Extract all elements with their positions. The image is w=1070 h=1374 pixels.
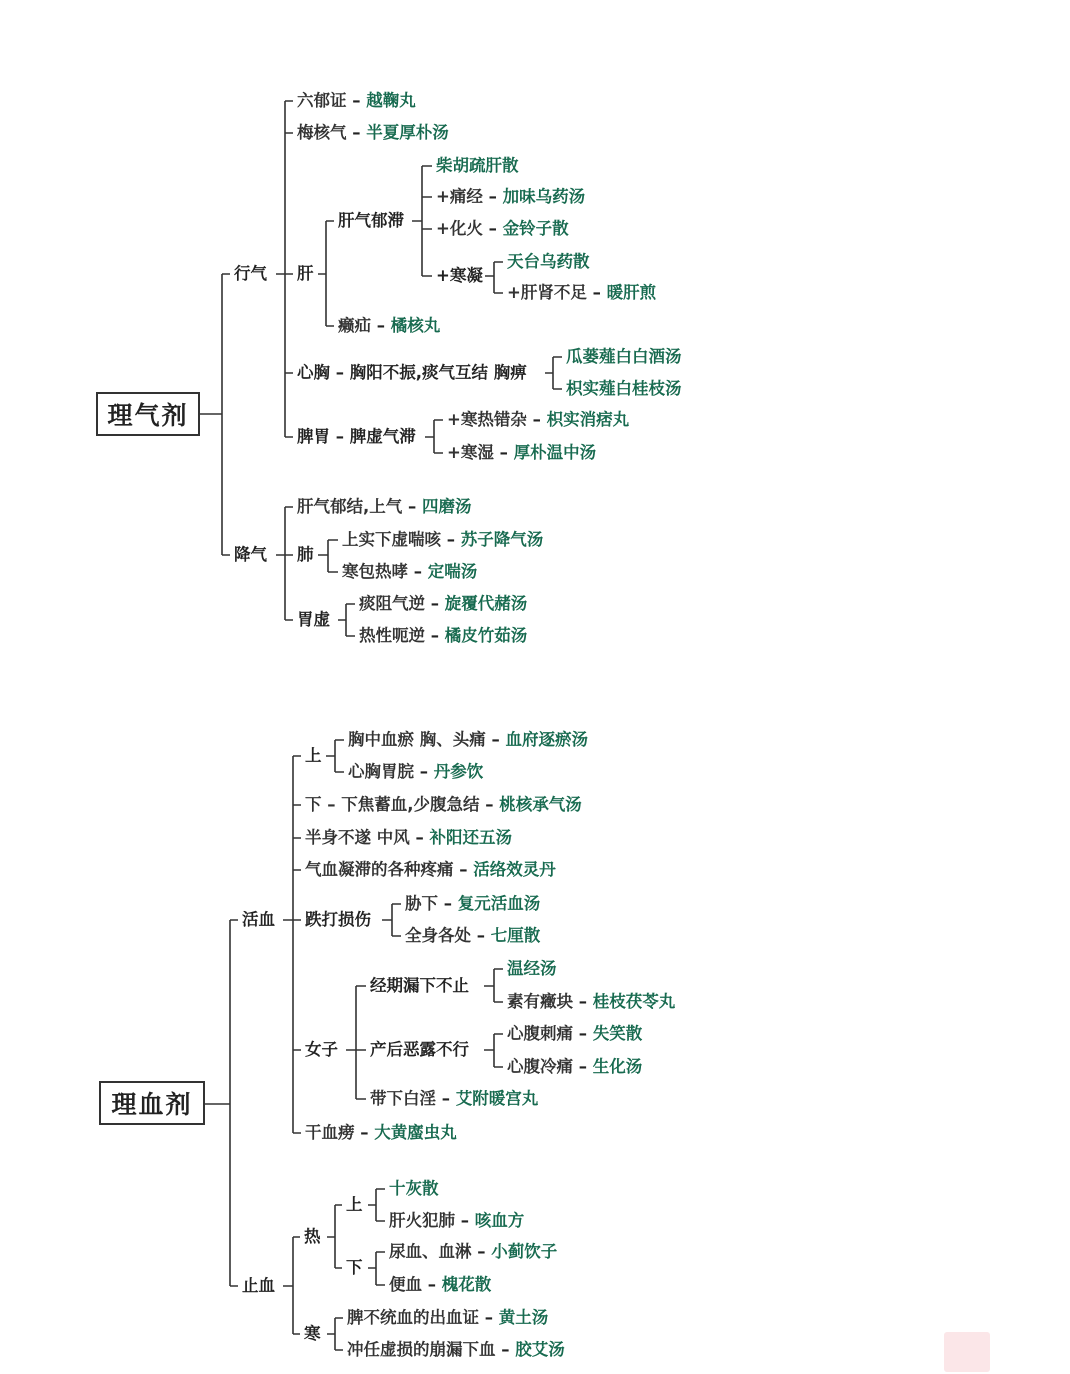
node-ganshen: +肝肾不足 – 暖肝煎 (507, 283, 657, 302)
node-chongren: 冲任虚损的崩漏下血 – 胶艾汤 (347, 1340, 565, 1359)
formula: 半夏厚朴汤 (366, 123, 449, 142)
node-shang: 上 (305, 746, 322, 765)
node-hanning: +寒凝 (436, 266, 483, 285)
formula-gualou: 瓜蒌薤白白酒汤 (566, 347, 682, 366)
node-ganqiyujie: 肝气郁结,上气 – 四磨汤 (297, 497, 472, 516)
formula: 小蓟饮子 (491, 1242, 558, 1261)
node-huahuo: +化火 – 金铃子散 (436, 219, 569, 238)
formula: 苏子降气汤 (460, 530, 544, 549)
node-meihe: 梅核气 – 半夏厚朴汤 (297, 123, 449, 142)
node-tongjing: +痛经 – 加味乌药汤 (436, 187, 586, 206)
node-han: 寒 (304, 1324, 321, 1343)
node-niaoxue: 尿血、血淋 – 小蓟饮子 (389, 1242, 558, 1261)
node-chanhou: 产后恶露不行 (370, 1040, 469, 1059)
node-xinxiong-weiwan: 心胸胃脘 – 丹参饮 (348, 762, 484, 781)
node-xinfuci: 心腹刺痛 – 失笑散 (507, 1024, 643, 1043)
formula-tiantai: 天台乌药散 (507, 252, 590, 271)
formula: 暖肝煎 (606, 283, 657, 302)
node-dieda: 跌打损伤 (305, 910, 371, 929)
node-ganqi: 肝气郁滞 (338, 211, 404, 230)
node-liuyu: 六郁证 – 越鞠丸 (297, 91, 416, 110)
formula: 桂枝茯苓丸 (592, 992, 676, 1011)
formula-shihui: 十灰散 (389, 1179, 439, 1198)
node-jingqi: 经期漏下不止 (370, 976, 469, 995)
node-xingqi: 行气 (234, 264, 267, 283)
node-quanshen: 全身各处 – 七厘散 (405, 926, 541, 945)
formula: 加味乌药汤 (502, 187, 586, 206)
node-tanzu: 痰阻气逆 – 旋覆代赭汤 (359, 594, 528, 613)
formula: 定喘汤 (427, 562, 478, 581)
formula: 失笑散 (592, 1024, 643, 1043)
formula: 槐花散 (441, 1275, 492, 1294)
formula: 橘皮竹茹汤 (444, 626, 528, 645)
node-shanjia: 癞疝 – 橘核丸 (338, 316, 441, 335)
formula: 咳血方 (474, 1211, 525, 1230)
formula: 大黄䗪虫丸 (374, 1123, 457, 1142)
formula-zhishi: 枳实薤白桂枝汤 (566, 379, 682, 398)
node-hanshi: +寒湿 – 厚朴温中汤 (447, 443, 597, 462)
formula: 丹参饮 (433, 762, 484, 781)
node-fei: 肺 (297, 545, 314, 564)
formula: 金铃子散 (502, 219, 569, 238)
node-hanbao: 寒包热哮 – 定喘汤 (342, 562, 478, 581)
formula: 橘核丸 (390, 316, 441, 335)
node-hanre: +寒热错杂 – 枳实消痞丸 (447, 410, 630, 429)
node-daixia: 带下白淫 – 艾附暖宫丸 (370, 1089, 539, 1108)
formula: 枳实消痞丸 (546, 410, 630, 429)
node-xiongzhong: 胸中血瘀 胸、头痛 – 血府逐瘀汤 (348, 730, 588, 749)
node-zhixue: 止血 (242, 1276, 275, 1295)
node-xiexia: 胁下 – 复元活血汤 (405, 894, 541, 913)
formula: 胶艾汤 (515, 1340, 565, 1359)
node-weixu: 胃虚 (297, 610, 330, 629)
node-gan: 肝 (297, 264, 314, 283)
node-xinfuleng: 心腹冷痛 – 生化汤 (507, 1057, 643, 1076)
node-jiangqi: 降气 (234, 545, 267, 564)
node-nvzi: 女子 (305, 1040, 338, 1059)
formula: 桃核承气汤 (499, 795, 582, 814)
formula: 补阳还五汤 (429, 828, 512, 847)
node-banshen: 半身不遂 中风 – 补阳还五汤 (305, 828, 512, 847)
formula: 艾附暖宫丸 (455, 1089, 539, 1108)
node-suyou: 素有癥块 – 桂枝茯苓丸 (507, 992, 676, 1011)
node-huoxue: 活血 (242, 910, 275, 929)
corner-watermark (944, 1332, 990, 1372)
node-re: 热 (304, 1227, 321, 1246)
node-shangshi: 上实下虚喘咳 – 苏子降气汤 (342, 530, 544, 549)
node-pibutong: 脾不统血的出血证 – 黄土汤 (347, 1308, 549, 1327)
formula-chaihu: 柴胡疏肝散 (436, 156, 519, 175)
node-re-shang: 上 (346, 1195, 363, 1214)
formula: 血府逐瘀汤 (505, 730, 588, 749)
formula: 复元活血汤 (457, 894, 541, 913)
formula: 越鞠丸 (366, 91, 416, 110)
node-qixue: 气血凝滞的各种疼痛 – 活络效灵丹 (305, 860, 556, 879)
formula: 七厘散 (490, 926, 541, 945)
node-xinxiong: 心胸 – 胸阳不振,痰气互结 胸痹 (297, 363, 527, 382)
blood-root-title: 理血剂 (99, 1081, 205, 1125)
node-ganxue: 干血痨 – 大黄䗪虫丸 (305, 1123, 457, 1142)
formula: 黄土汤 (498, 1308, 549, 1327)
node-rexing: 热性呃逆 – 橘皮竹茹汤 (359, 626, 528, 645)
formula: 四磨汤 (422, 497, 472, 516)
node-re-xia: 下 (346, 1258, 363, 1277)
node-ganhuo: 肝火犯肺 – 咳血方 (389, 1211, 525, 1230)
node-xia: 下 – 下焦蓄血,少腹急结 – 桃核承气汤 (305, 795, 582, 814)
formula: 生化汤 (592, 1057, 643, 1076)
formula: 厚朴温中汤 (513, 443, 597, 462)
qi-root-title: 理气剂 (96, 392, 200, 436)
node-bianxue: 便血 – 槐花散 (389, 1275, 492, 1294)
formula: 活络效灵丹 (473, 860, 556, 879)
formula-wenjing: 温经汤 (507, 959, 557, 978)
node-piwei: 脾胃 – 脾虚气滞 (297, 427, 416, 446)
formula: 旋覆代赭汤 (444, 594, 528, 613)
